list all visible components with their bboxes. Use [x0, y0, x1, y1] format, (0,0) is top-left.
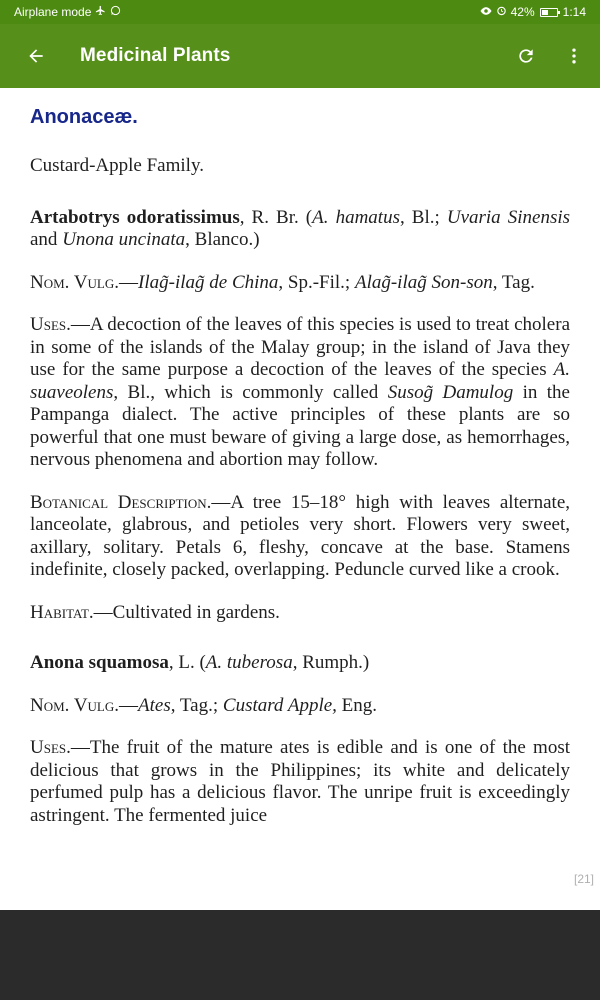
- uses-paragraph: [30, 314, 570, 472]
- airplane-mode-label: Airplane mode: [14, 5, 92, 19]
- refresh-icon: [516, 46, 536, 66]
- species-entry: [30, 652, 570, 675]
- text: , R. Br. (: [239, 206, 313, 228]
- text: and: [30, 229, 63, 250]
- vernacular-name: Ilag̃-ilag̃ de China: [138, 271, 279, 293]
- app-title: Medicinal Plants: [80, 45, 231, 66]
- label: Uses.: [30, 314, 71, 335]
- species-ref: A. suaveolens: [30, 359, 570, 403]
- family-heading: Anonaceæ.: [30, 106, 138, 128]
- navigation-bar: [0, 910, 600, 1000]
- text: , Bl.;: [399, 206, 447, 228]
- family-common-name: Custard-Apple Family.: [30, 155, 204, 176]
- more-options-button[interactable]: [548, 24, 600, 88]
- text: Eng.: [336, 694, 378, 716]
- synonym: A. tuberosa: [205, 652, 293, 673]
- synonym: A. hamatus: [312, 206, 400, 228]
- species-entry: [30, 207, 570, 252]
- battery-fill: [542, 10, 549, 15]
- text: , Bl., which is commonly called: [113, 381, 388, 403]
- label: Uses.: [30, 737, 71, 758]
- whatsapp-icon: [110, 5, 121, 19]
- synonym: Uvaria Sinensis: [446, 206, 571, 228]
- vernacular-name: Custard Apple,: [222, 694, 337, 716]
- text: —: [119, 271, 139, 293]
- text: —A decoction of the leaves of this species is used to treat cholera in some of the islands of the Malay group; in the island of Java they use for the same purpose a decoction of the leaves of the species: [30, 314, 570, 380]
- battery-icon: [540, 8, 558, 17]
- battery-percent: 42%: [510, 5, 535, 19]
- status-left: [14, 5, 121, 19]
- text: , Blanco.): [185, 229, 260, 250]
- species-name: Anona squamosa: [30, 652, 169, 673]
- back-arrow-icon: [26, 46, 46, 66]
- more-vert-icon: [564, 46, 584, 66]
- clock-time: 1:14: [562, 5, 586, 19]
- text: in the Pampanga dialect. The active principles of these plants are so powerful that one must beware of giving a large dose, as hemorrhages, nervous phenomena and abortion may follow.: [30, 381, 570, 470]
- text: , Tag.: [492, 271, 535, 293]
- label: Botanical Description.: [30, 491, 212, 513]
- book-content[interactable]: [0, 88, 600, 910]
- label: Habitat.: [30, 601, 94, 623]
- status-bar: [0, 0, 600, 24]
- refresh-button[interactable]: [504, 24, 548, 88]
- eye-icon: [480, 6, 492, 19]
- habitat-paragraph: [30, 602, 570, 625]
- vernacular-name: Ates: [138, 694, 171, 716]
- text: —: [119, 694, 139, 716]
- text: —Cultivated in gardens.: [93, 601, 280, 623]
- label: Nom. Vulg.: [30, 694, 120, 716]
- status-right: [480, 5, 586, 19]
- botanical-description: [30, 492, 570, 582]
- vernacular-names: [30, 695, 570, 718]
- text: , Sp.-Fil.;: [278, 271, 355, 293]
- app-bar: [0, 24, 600, 88]
- vernacular-names: [30, 272, 570, 295]
- uses-paragraph: [30, 737, 570, 827]
- species-name: Artabotrys odoratissimus: [30, 206, 240, 228]
- page-number[interactable]: [21]: [573, 872, 594, 886]
- vernacular-name: Susog̃ Damulog: [387, 381, 514, 403]
- back-button[interactable]: [0, 24, 72, 88]
- text: , Tag.;: [170, 694, 223, 716]
- airplane-icon: [95, 5, 106, 19]
- vernacular-name: Alag̃-ilag̃ Son-son: [354, 271, 493, 293]
- text: , L. (: [168, 652, 206, 673]
- text: , Rumph.): [292, 652, 370, 673]
- alarm-icon: [496, 5, 507, 19]
- text: —A tree 15–18° high with leaves alternate, lanceolate, glabrous, and petioles very short. Flowers very sweet, axillary, solitary. Petals 6, fleshy, concave at the base. Stamens indefinite, closely packed, overlapping. Peduncle curved like a crook.: [30, 491, 570, 580]
- text: —The fruit of the mature ates is edible and is one of the most delicious that grows in the Philippines; its white and delicately perfumed pulp has a delicious flavor. The unripe fruit is exceedingly astringent. The fermented juice: [30, 737, 570, 826]
- label: Nom. Vulg.: [30, 271, 120, 293]
- synonym: Unona uncinata: [62, 229, 186, 250]
